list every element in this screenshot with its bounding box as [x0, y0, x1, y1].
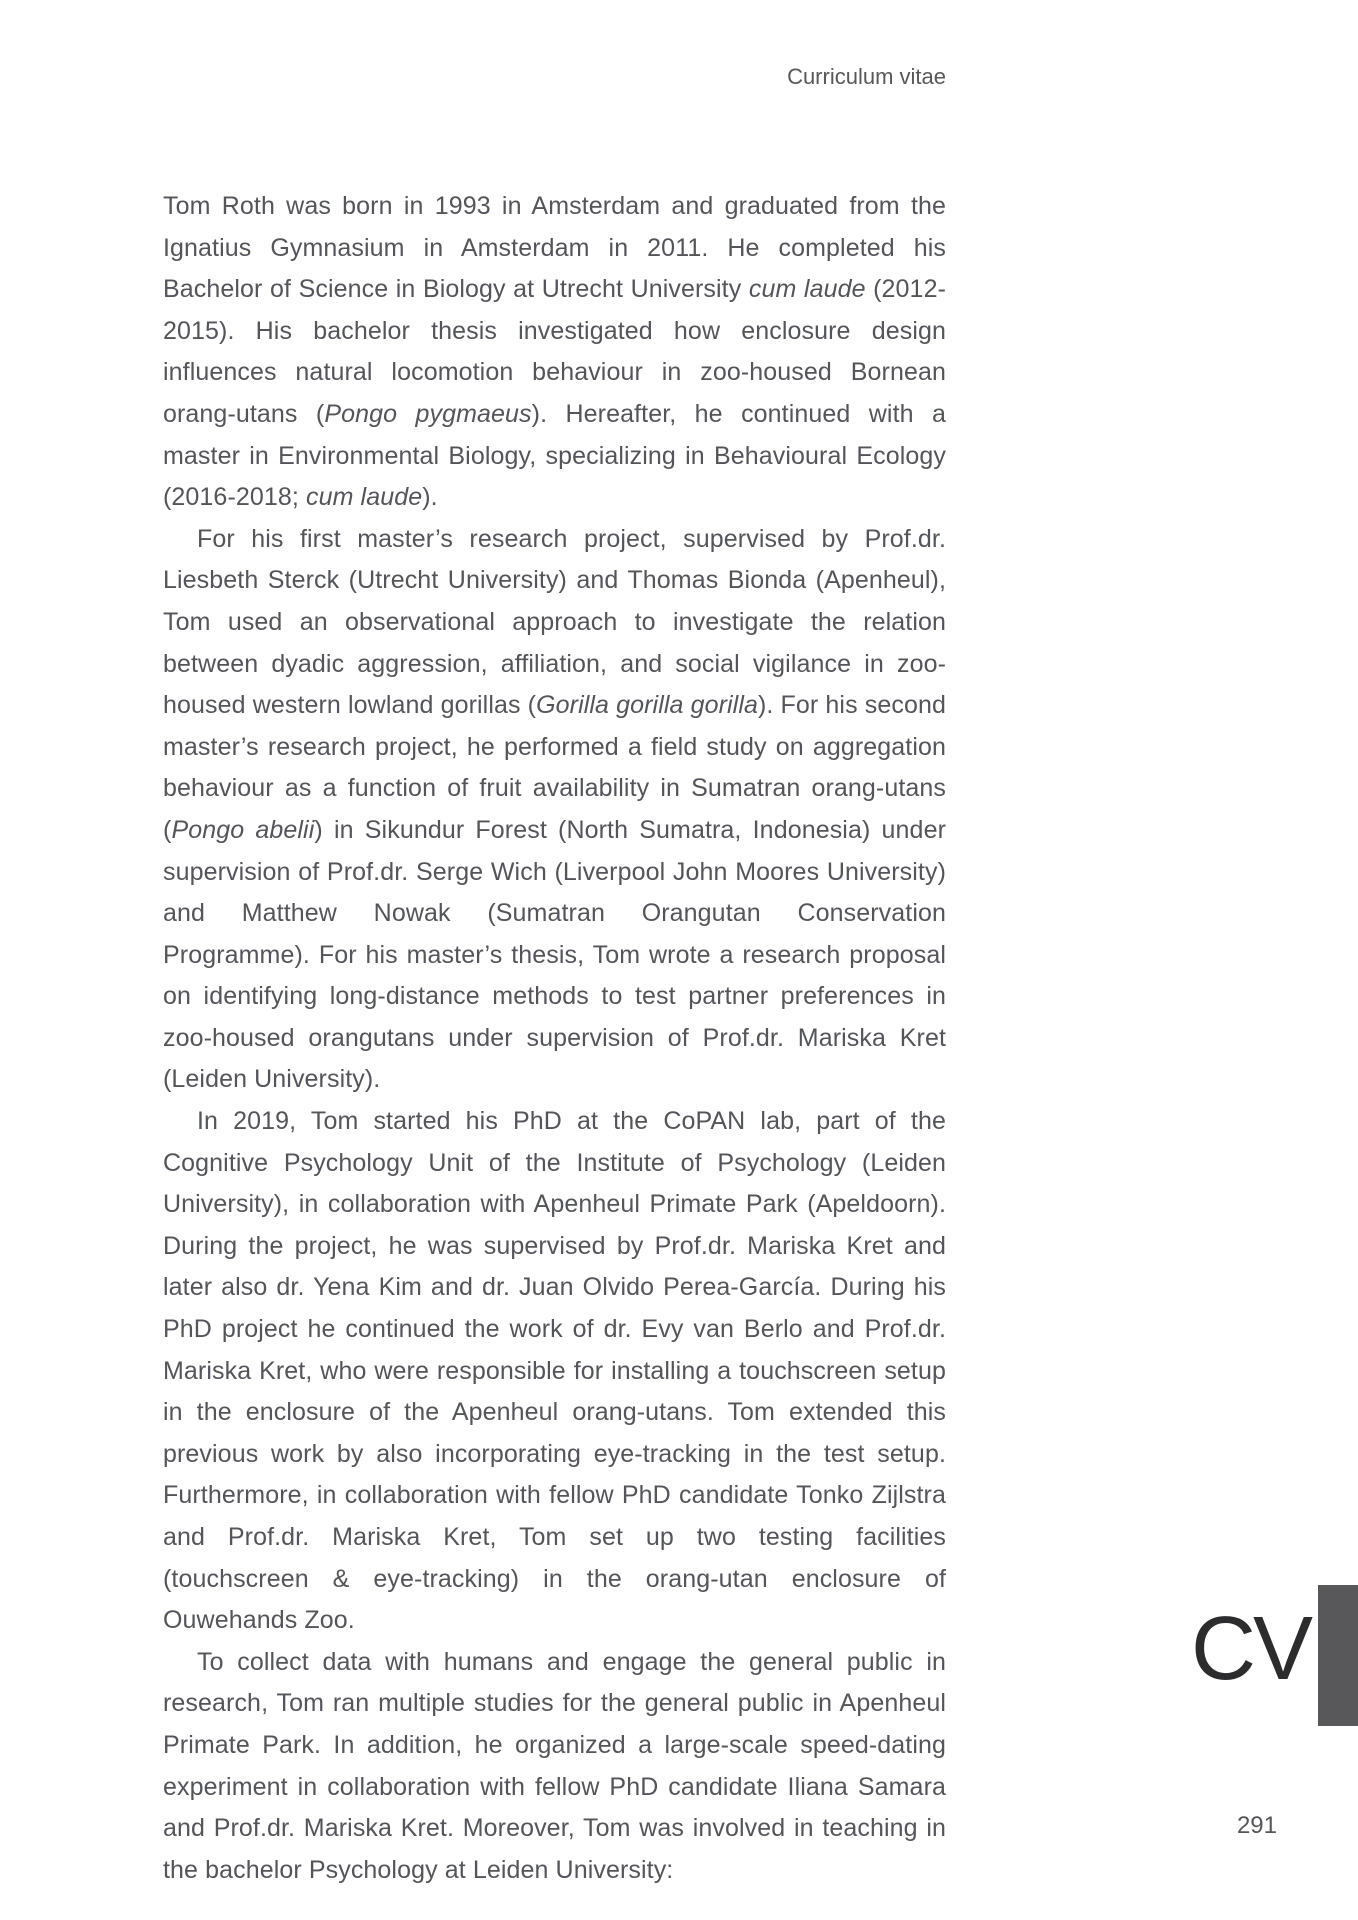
paragraph-birth-education: Tom Roth was born in 1993 in Amsterdam and graduated from the Ignatius Gymnasium in Amsterdam in 2011. He completed his Bachelor of Science in Biology at Utrecht University cum laude (2012-2015). His bachelor thesis investigated how enclosure design influences natural locomotion behaviour in zoo-housed Bornean orang-utans (Pongo pygmaeus). Hereafter, he continued with a master in Environmental Biology, specializing in Behavioural Ecology (2016-2018; cum laude). — [163, 192, 947, 512]
paragraph-public-engagement: To collect data with humans and engage the general public in research, Tom ran multiple studies for the general public in Apenheul Primate Park. In addition, he organized a large-scale speed-dating experiment in collaboration with fellow PhD candidate Iliana Samara and Prof.dr. Mariska Kret. Moreover, Tom was involved in teaching in the bachelor Psychology at Leiden University: — [163, 1647, 946, 1884]
paragraph-phd: In 2019, Tom started his PhD at the CoPAN lab, part of the Cognitive Psychology Unit of the Institute of Psychology (Leiden University), in collaboration with Apenheul Primate Park (Apeldoorn). During the project, he was supervised by Prof.dr. Mariska Kret and later also dr. Yena Kim and dr. Juan Olvido Perea-García. During his PhD project he continued the work of dr. Evy van Berlo and Prof.dr. Mariska Kret, who were responsible for installing a touchscreen setup in the enclosure of the Apenheul orang-utans. Tom extended this previous work by also incorporating eye-tracking in the test setup. Furthermore, in collaboration with fellow PhD candidate Tonko Zijlstra and Prof.dr. Mariska Kret, Tom set up two testing facilities (touchscreen & eye-tracking) in the orang-utan enclosure of Ouwehands Zoo. — [163, 1107, 946, 1635]
cv-body-text — [163, 186, 946, 1891]
chapter-tab-label: CV — [1190, 1599, 1310, 1699]
chapter-tab-marker — [1318, 1585, 1358, 1726]
running-header: Curriculum vitae — [787, 64, 946, 89]
page-number: 291 — [1236, 1812, 1277, 1839]
paragraph-master-projects: For his first master’s research project, supervised by Prof.dr. Liesbeth Sterck (Utrecht University) and Thomas Bionda (Apenheul), Tom used an observational approach to investigate the relation between dyadic aggression, affiliation, and social vigilance in zoo-housed western lowland gorillas (Gorilla gorilla gorilla). For his second master’s research project, he performed a field study on aggregation behaviour as a function of fruit availability in Sumatran orang-utans (Pongo abelii) in Sikundur Forest (North Sumatra, Indonesia) under supervision of Prof.dr. Serge Wich (Liverpool John Moores University) and Matthew Nowak (Sumatran Orangutan Conservation Programme). For his master’s thesis, Tom wrote a research proposal on identifying long-distance methods to test partner preferences in zoo-housed orangutans under supervision of Prof.dr. Mariska Kret (Leiden University). — [163, 524, 946, 1094]
